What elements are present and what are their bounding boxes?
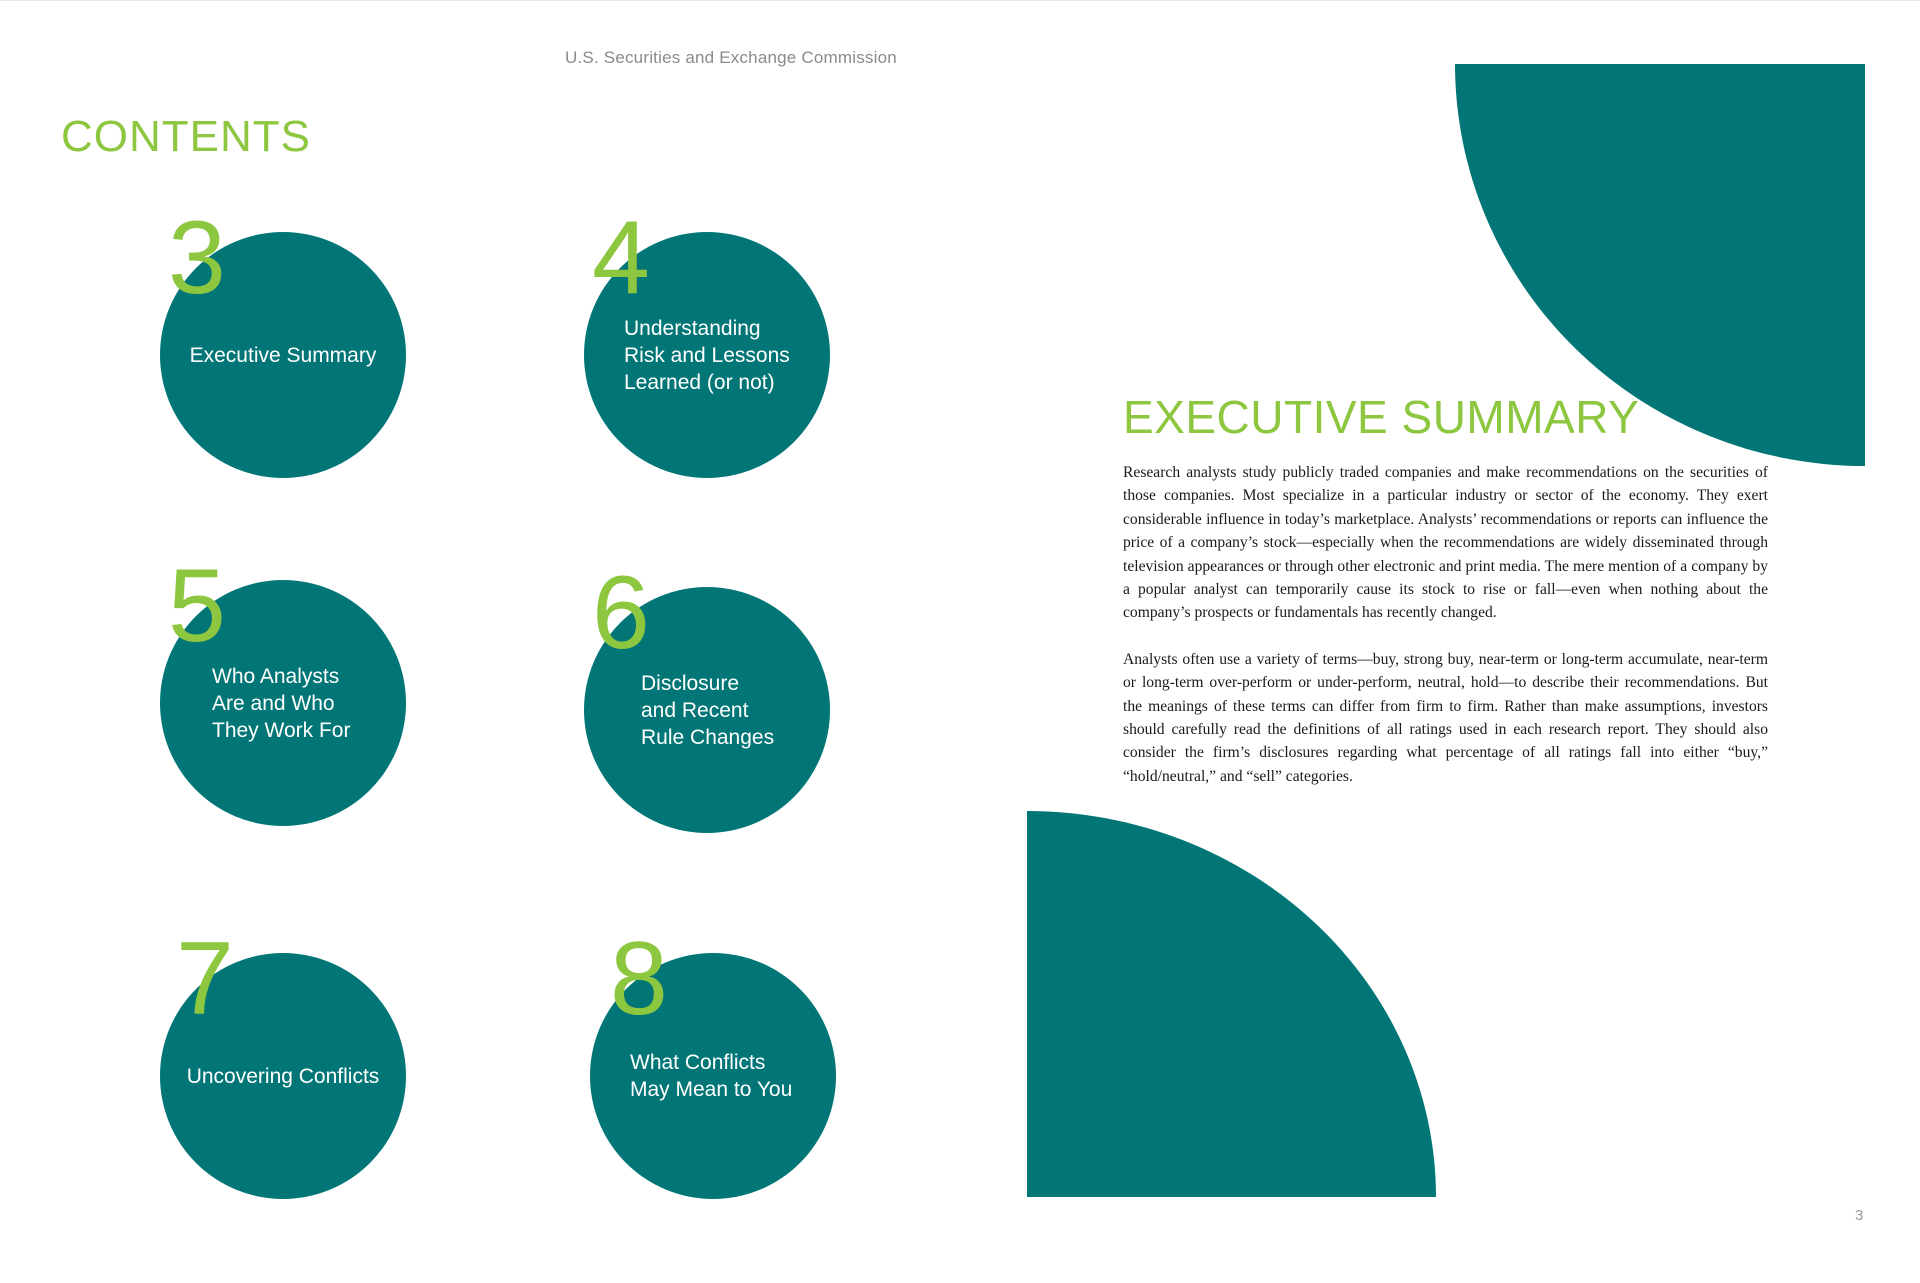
toc-label: Understanding Risk and Lessons Learned (or not) — [624, 316, 790, 394]
toc-number: 4 — [592, 200, 650, 316]
toc-number: 3 — [168, 200, 226, 316]
top-border — [0, 0, 1920, 1]
toc-number: 5 — [168, 548, 226, 664]
toc-label: Disclosure and Recent Rule Changes — [641, 671, 775, 749]
decorative-quarter-circle-bottom — [1027, 811, 1436, 1197]
toc-label: Who Analysts Are and Who They Work For — [212, 664, 351, 742]
toc-number: 8 — [610, 921, 668, 1037]
page-number: 3 — [1855, 1207, 1864, 1224]
toc-number: 6 — [592, 555, 650, 671]
toc-label: What Conflicts May Mean to You — [630, 1051, 793, 1101]
agency-header: U.S. Securities and Exchange Commission — [565, 48, 897, 67]
summary-paragraph: Analysts often use a variety of terms—buy, strong buy, near-term or long-term accumulate, near-term or long-term over-perform or under-perform, neutral, hold—to describe their recommendations. But the meanings of these terms can differ from firm to firm. Rather than make assumptions, investors should carefully read the definitions of all ratings used in each research report. They should also consider the firm’s disclosures regarding what percentage of all ratings fall into either “buy,” “hold/neutral,” and “sell” categories. — [1123, 650, 1768, 785]
executive-summary-body — [1123, 461, 1768, 811]
toc-number: 7 — [176, 921, 234, 1037]
executive-summary-title: EXECUTIVE SUMMARY — [1123, 391, 1640, 443]
summary-paragraph: Research analysts study publicly traded companies and make recommendations on the securities of those companies. Most specialize in a particular industry or sector of the economy. They exert considerable influence in today’s marketplace. Analysts’ recommendations or reports can influence the price of a company’s stock—especially when the recommendations are widely disseminated through television appearances or through other electronic and print media. The mere mention of a company by a popular analyst can temporarily cause its stock to rise or fall—even when nothing about the company’s prospects or fundamentals has recently changed. — [1123, 464, 1768, 622]
toc-label: Uncovering Conflicts — [186, 1064, 380, 1088]
contents-title: CONTENTS — [61, 112, 311, 161]
toc-label: Executive Summary — [189, 343, 377, 367]
